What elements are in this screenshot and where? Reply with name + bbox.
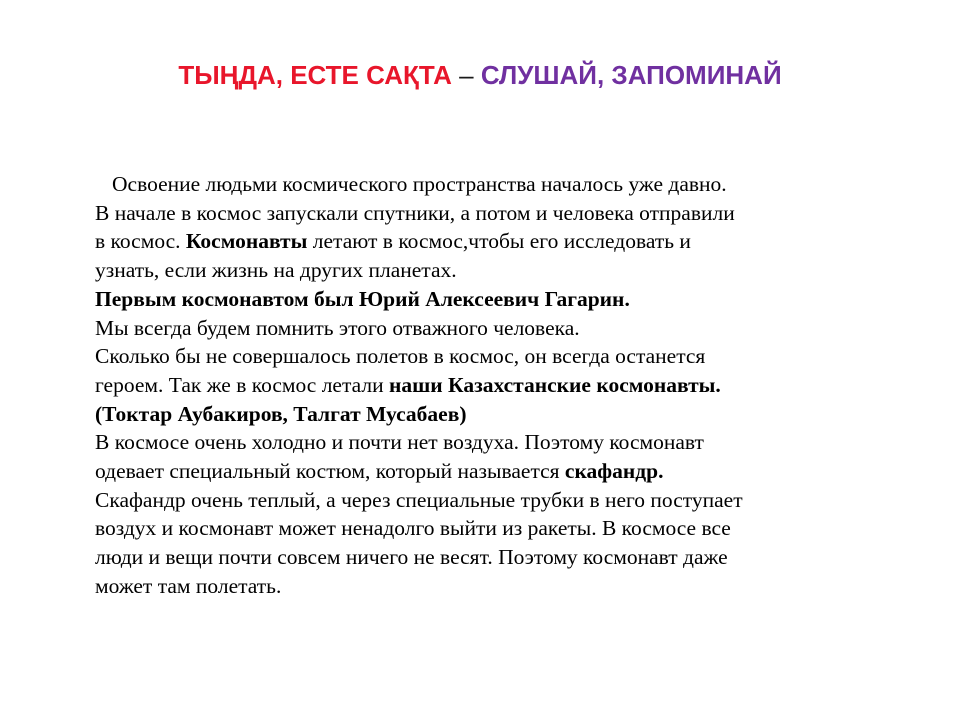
body-line-14: люди и вещи почти совсем ничего не весят. Поэтому космонавт даже <box>95 545 728 570</box>
body-line-8 <box>95 371 925 400</box>
body-line-2: В начале в космос запускали спутники, а потом и человека отправили <box>95 200 735 225</box>
body-line-11-start: одевает специальный костюм, который называется <box>95 459 565 484</box>
body-line-7: Сколько бы не совершалось полетов в космос, он всегда останется <box>95 344 706 369</box>
body-line-13: воздух и космонавт может ненадолго выйти из ракеты. В космосе все <box>95 516 731 541</box>
body-line-5-gagarin: Первым космонавтом был Юрий Алексеевич Гагарин. <box>95 286 630 311</box>
body-line-3 <box>95 227 925 256</box>
title-russian: СЛУШАЙ, ЗАПОМИНАЙ <box>480 60 782 90</box>
body-line-1: Освоение людьми космического пространства началось уже давно. <box>112 172 727 196</box>
title-kazakh: ТЫҢДА, ЕСТЕ САҚТА <box>178 60 452 90</box>
body-text <box>95 170 925 601</box>
title-separator: – <box>451 60 481 90</box>
body-line-11 <box>95 457 925 486</box>
kazakh-cosmonauts-keyword: наши Казахстанские космонавты. <box>388 372 721 397</box>
body-line-4: узнать, если жизнь на других планетах. <box>95 258 457 283</box>
body-line-3-end: летают в космос,чтобы его исследовать и <box>307 229 691 254</box>
slide-title <box>0 57 960 93</box>
cosmonauts-keyword: Космонавты <box>185 229 308 254</box>
body-line-9-names: (Токтар Аубакиров, Талгат Мусабаев) <box>95 401 467 426</box>
body-line-12: Скафандр очень теплый, а через специальные трубки в него поступает <box>95 487 743 512</box>
spacesuit-keyword: скафандр. <box>564 459 664 484</box>
body-line-8-start: героем. Так же в космос летали <box>95 372 389 397</box>
body-line-6: Мы всегда будем помнить этого отважного человека. <box>95 315 580 340</box>
body-line-10: В космосе очень холодно и почти нет воздуха. Поэтому космонавт <box>95 430 704 455</box>
body-line-3-start: в космос. <box>95 229 186 254</box>
body-line-15: может там полетать. <box>95 573 282 598</box>
